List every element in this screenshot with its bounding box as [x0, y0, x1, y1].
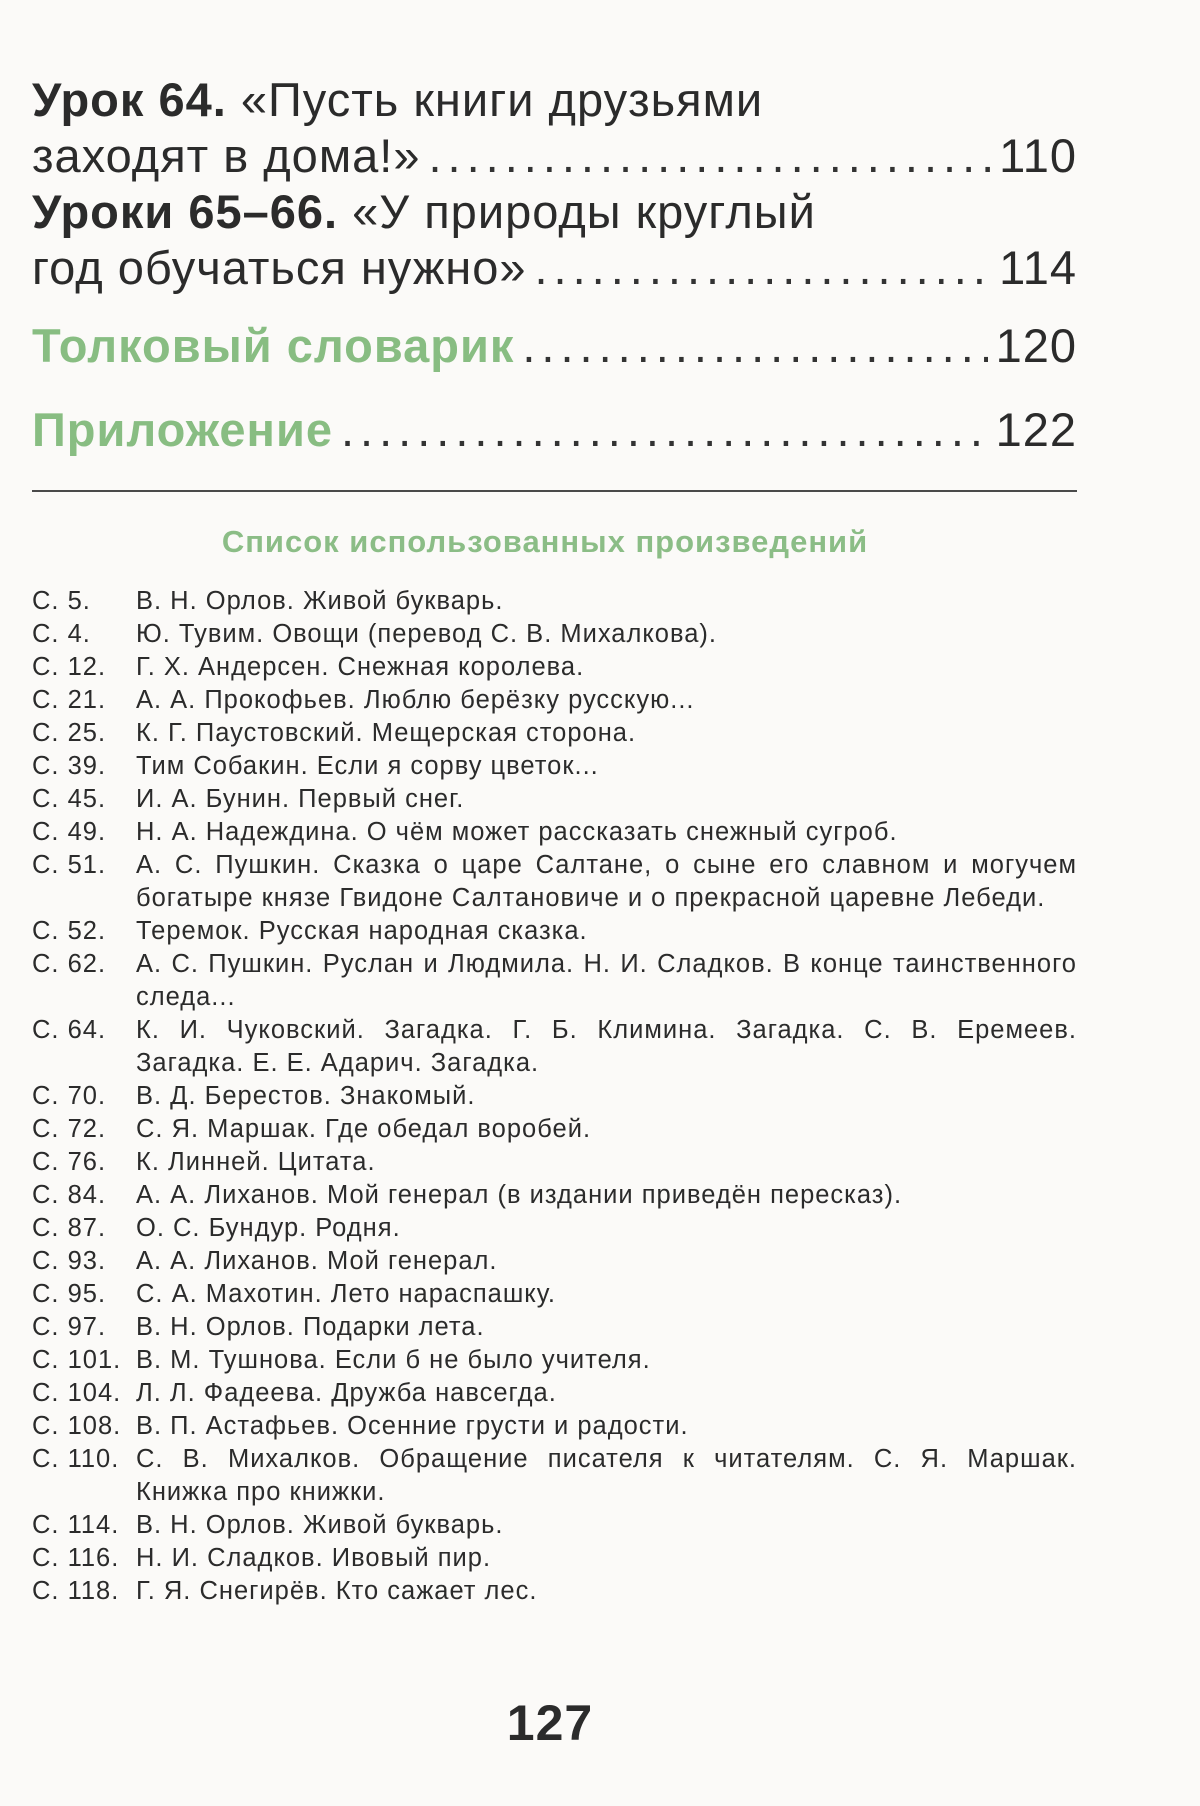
toc-leader-line [32, 240, 1077, 296]
source-citation: В. Д. Берестов. Знакомый. [136, 1082, 476, 1110]
source-citation: В. Н. Орлов. Живой букварь. [136, 587, 504, 615]
toc-lesson-title-end: заходят в дома!» [32, 129, 421, 182]
list-item [32, 1443, 1077, 1509]
toc-section-title: Приложение [32, 403, 333, 456]
source-citation: Н. И. Сладков. Ивовый пир. [136, 1544, 492, 1572]
source-page-ref: С. 93. [32, 1247, 107, 1275]
source-citation: Н. А. Надеждина. О чём может рассказать снежный сугроб. [136, 818, 898, 846]
toc-lesson-label: Урок 64. [32, 73, 227, 126]
list-item [32, 783, 1077, 816]
list-item [32, 1179, 1077, 1212]
toc-leader-line [32, 402, 1077, 458]
source-citation: Л. Л. Фадеева. Дружба навсегда. [136, 1379, 557, 1407]
source-citation: В. Н. Орлов. Живой букварь. [136, 1511, 504, 1539]
toc-leader-dots [341, 402, 988, 458]
list-item [32, 816, 1077, 849]
toc-entry-lesson-64 [32, 72, 1077, 184]
source-citation: О. С. Бундур. Родня. [136, 1214, 401, 1242]
source-page-ref: С. 4. [32, 620, 91, 648]
list-item [32, 1212, 1077, 1245]
toc-page-number: 122 [995, 403, 1077, 456]
toc-lesson-title-end: год обучаться нужно» [32, 241, 527, 294]
source-citation: К. Линней. Цитата. [136, 1148, 376, 1176]
source-citation: В. М. Тушнова. Если б не было учителя. [136, 1346, 651, 1374]
toc-leader-dots [535, 240, 992, 296]
list-item [32, 1542, 1077, 1575]
list-item [32, 1245, 1077, 1278]
list-item [32, 717, 1077, 750]
source-citation: А. А. Прокофьев. Люблю берёзку русскую... [136, 686, 695, 714]
list-item [32, 651, 1077, 684]
source-page-ref: С. 101. [32, 1346, 122, 1374]
source-page-ref: С. 110. [32, 1445, 120, 1473]
source-page-ref: С. 84. [32, 1181, 107, 1209]
toc-page-number: 114 [999, 241, 1077, 294]
toc-leader-dots [522, 318, 987, 374]
source-citation: А. А. Лиханов. Мой генерал (в издании приведён пересказ). [136, 1181, 903, 1209]
toc-lesson-title-start: «Пусть книги друзьями [240, 73, 764, 126]
source-page-ref: С. 95. [32, 1280, 107, 1308]
source-page-ref: С. 76. [32, 1148, 107, 1176]
list-item [32, 1575, 1077, 1608]
section-divider [32, 490, 1077, 492]
list-item [32, 684, 1077, 717]
source-page-ref: С. 39. [32, 752, 107, 780]
source-citation: Ю. Тувим. Овощи (перевод С. В. Михалкова). [136, 620, 718, 648]
source-citation: А. С. Пушкин. Руслан и Людмила. Н. И. Сладков. В конце таинственного следа... [136, 950, 1077, 1011]
list-item [32, 750, 1077, 783]
source-page-ref: С. 21. [32, 686, 107, 714]
toc-leader-dots [428, 128, 991, 184]
source-citation: И. А. Бунин. Первый снег. [136, 785, 465, 813]
source-page-ref: С. 72. [32, 1115, 107, 1143]
list-item [32, 1509, 1077, 1542]
source-page-ref: С. 12. [32, 653, 107, 681]
toc-section-title: Толковый словарик [32, 319, 515, 372]
source-page-ref: С. 87. [32, 1214, 107, 1242]
toc-page-number: 110 [999, 129, 1077, 182]
toc-lesson-label: Уроки 65–66. [32, 185, 339, 238]
toc-entry-glossary [32, 318, 1077, 374]
source-page-ref: С. 108. [32, 1412, 122, 1440]
source-page-ref: С. 116. [32, 1544, 120, 1572]
source-page-ref: С. 64. [32, 1016, 107, 1044]
toc-lesson-title-start: «У природы круглый [352, 185, 816, 238]
source-citation: А. А. Лиханов. Мой генерал. [136, 1247, 498, 1275]
table-of-contents [32, 72, 1077, 458]
toc-entry-title-line [32, 72, 1077, 128]
source-page-ref: С. 114. [32, 1511, 120, 1539]
list-item [32, 585, 1077, 618]
source-page-ref: С. 70. [32, 1082, 107, 1110]
sources-list [32, 585, 1077, 1608]
source-page-ref: С. 49. [32, 818, 107, 846]
source-citation: Теремок. Русская народная сказка. [136, 917, 588, 945]
source-page-ref: С. 62. [32, 950, 107, 978]
list-item [32, 1014, 1077, 1080]
source-citation: А. С. Пушкин. Сказка о царе Салтане, о сыне его славном и могучем богатыре князе Гвидоне Салтановиче и о прекрасной царевне Лебеди. [136, 851, 1077, 912]
sources-heading: Список использованных произведений [221, 524, 869, 559]
source-page-ref: С. 25. [32, 719, 107, 747]
source-citation: С. А. Махотин. Лето нараспашку. [136, 1280, 557, 1308]
source-page-ref: С. 5. [32, 587, 91, 615]
list-item [32, 1410, 1077, 1443]
source-citation: Тим Собакин. Если я сорву цветок... [136, 752, 599, 780]
source-page-ref: С. 52. [32, 917, 107, 945]
toc-entry-appendix [32, 402, 1077, 458]
toc-page-number: 120 [995, 319, 1077, 372]
toc-leader-line [32, 128, 1077, 184]
source-citation: В. Н. Орлов. Подарки лета. [136, 1313, 485, 1341]
page-number: 127 [506, 1695, 594, 1751]
toc-entry-title-line [32, 184, 1077, 240]
list-item [32, 1146, 1077, 1179]
list-item [32, 618, 1077, 651]
source-citation: Г. Я. Снегирёв. Кто сажает лес. [136, 1577, 538, 1605]
list-item [32, 1311, 1077, 1344]
list-item [32, 849, 1077, 915]
source-citation: В. П. Астафьев. Осенние грусти и радости. [136, 1412, 689, 1440]
list-item [32, 948, 1077, 1014]
toc-leader-line [32, 318, 1077, 374]
list-item [32, 1080, 1077, 1113]
list-item [32, 1113, 1077, 1146]
source-citation: С. Я. Маршак. Где обедал воробей. [136, 1115, 592, 1143]
toc-entry-lessons-65-66 [32, 184, 1077, 296]
source-citation: Г. Х. Андерсен. Снежная королева. [136, 653, 585, 681]
source-page-ref: С. 104. [32, 1379, 122, 1407]
source-citation: К. И. Чуковский. Загадка. Г. Б. Климина. Загадка. С. В. Еремеев. Загадка. Е. Е. Адарич. Загадка. [136, 1016, 1077, 1077]
source-citation: С. В. Михалков. Обращение писателя к читателям. С. Я. Маршак. Книжка про книжки. [136, 1445, 1077, 1506]
list-item [32, 1278, 1077, 1311]
source-page-ref: С. 118. [32, 1577, 120, 1605]
list-item [32, 1377, 1077, 1410]
source-page-ref: С. 45. [32, 785, 107, 813]
list-item [32, 1344, 1077, 1377]
source-page-ref: С. 97. [32, 1313, 107, 1341]
source-citation: К. Г. Паустовский. Мещерская сторона. [136, 719, 637, 747]
list-item [32, 915, 1077, 948]
source-page-ref: С. 51. [32, 851, 107, 879]
